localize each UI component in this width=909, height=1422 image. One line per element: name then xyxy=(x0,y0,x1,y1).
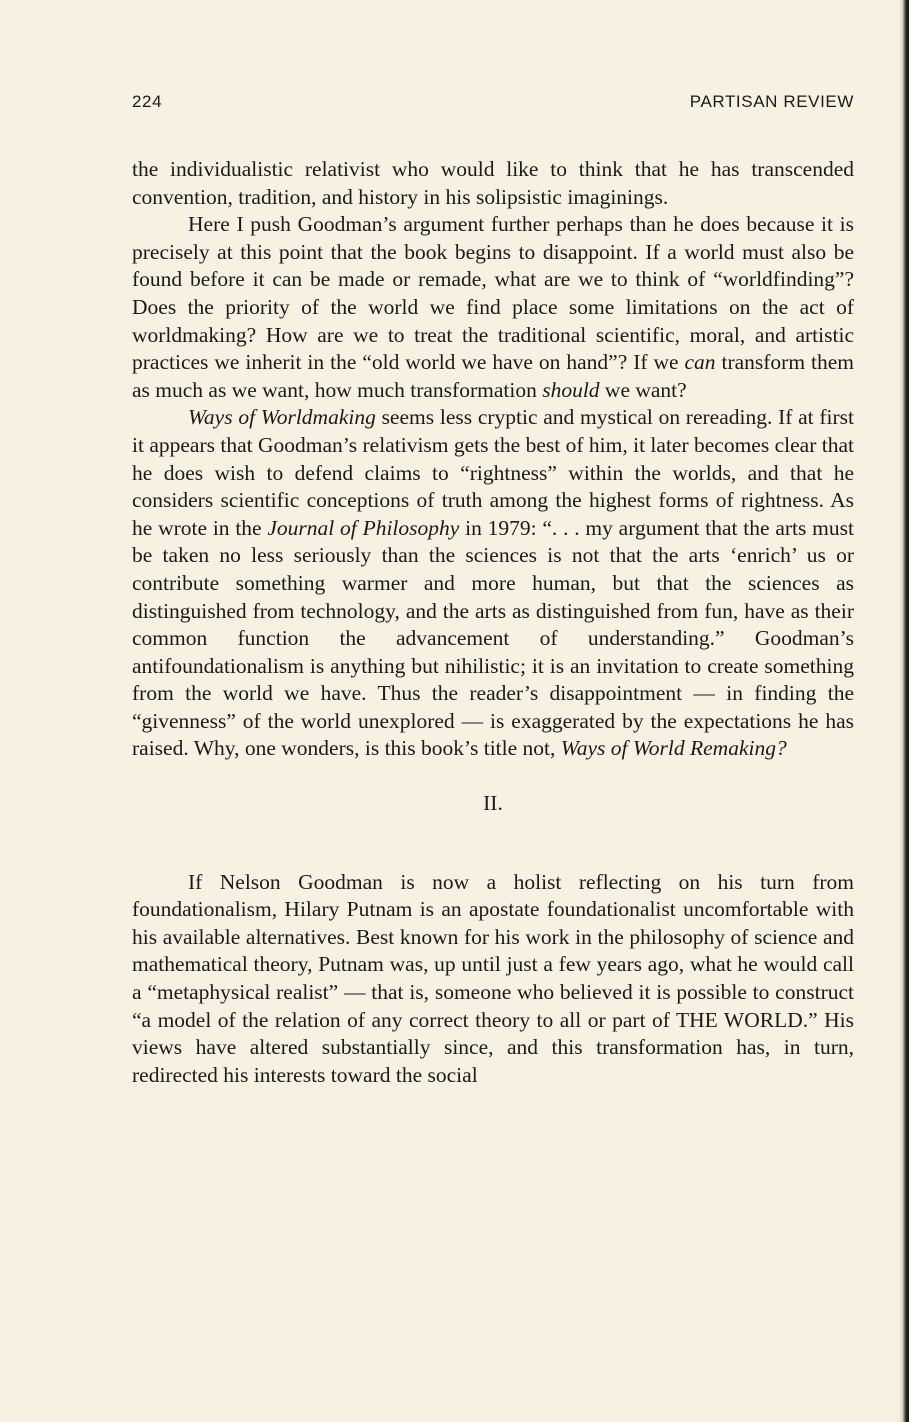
paragraph xyxy=(132,211,854,404)
text-segment: we want? xyxy=(599,377,687,402)
paragraph xyxy=(132,404,854,763)
book-page xyxy=(132,92,854,1089)
section-two-text xyxy=(132,869,854,1090)
section-one-text xyxy=(132,156,854,763)
running-title: PARTISAN REVIEW xyxy=(689,92,854,111)
italic-text: should xyxy=(542,377,600,402)
text-segment: the individualistic relativist who would like to think that he has transcended convention, tradition, and history in his solipsistic imaginings. xyxy=(132,157,854,209)
paragraph xyxy=(132,156,854,211)
text-segment: Here I push Goodman’s argument further perhaps than he does because it is precisely at this point that the book begins to disappoint. If a world must also be found before it can be made or remade, what are we to think of “worldfinding”? Does the priority of the world we find place some limitations on the act of worldmaking? How are we to treat the traditional scientific, moral, and artistic practices we inherit in the “old world we have on hand”? If we xyxy=(132,212,854,375)
running-head xyxy=(132,92,854,118)
section-heading: II. xyxy=(483,791,503,816)
paragraph xyxy=(132,869,854,1090)
text-segment: seems less cryptic and mystical on rereading. If at first it appears that Goodman’s relativism gets the best of him, it later becomes clear that he does wish to defend claims to “rightness” within the worlds, and that he considers scientific conceptions of truth among the highest forms of rightness. As he wrote in the xyxy=(132,405,854,540)
page-edge-shadow xyxy=(899,0,909,1422)
italic-text: Journal of Philosophy xyxy=(267,515,460,540)
text-segment: transform them as much as we want, how much transformation xyxy=(132,350,854,402)
italic-text: can xyxy=(684,350,716,375)
text-segment: in 1979: “. . . my argument that the arts must be taken no less seriously than the sciences is not that the arts ‘enrich’ us or contribute something warmer and more human, but that the sciences as distinguished from technology, and the arts as distinguished from fun, have as their common function the advancement of understanding.” Goodman’s antifoundationalism is anything but nihilistic; it is an invitation to create something from the world we have. Thus the reader’s disappointment — in finding the “givenness” of the world unexplored — is exaggerated by the expectations he has raised. Why, one wonders, is this book’s title not, xyxy=(132,515,854,761)
italic-text: Ways of Worldmaking xyxy=(188,405,376,430)
page-number: 224 xyxy=(132,92,163,111)
text-segment: If Nelson Goodman is now a holist reflecting on his turn from foundationalism, Hilary Putnam is an apostate foundationalist uncomfortable with his available alternatives. Best known for his work in the philosophy of science and mathematical theory, Putnam was, up until just a few years ago, what he would call a “metaphysical realist” — that is, someone who believed it is possible to construct “a model of the relation of any correct theory to all or part of THE WORLD.” His views have altered substantially since, and this transformation has, in turn, redirected his interests toward the social xyxy=(132,869,854,1087)
italic-text: Ways of World Remaking? xyxy=(560,736,787,761)
